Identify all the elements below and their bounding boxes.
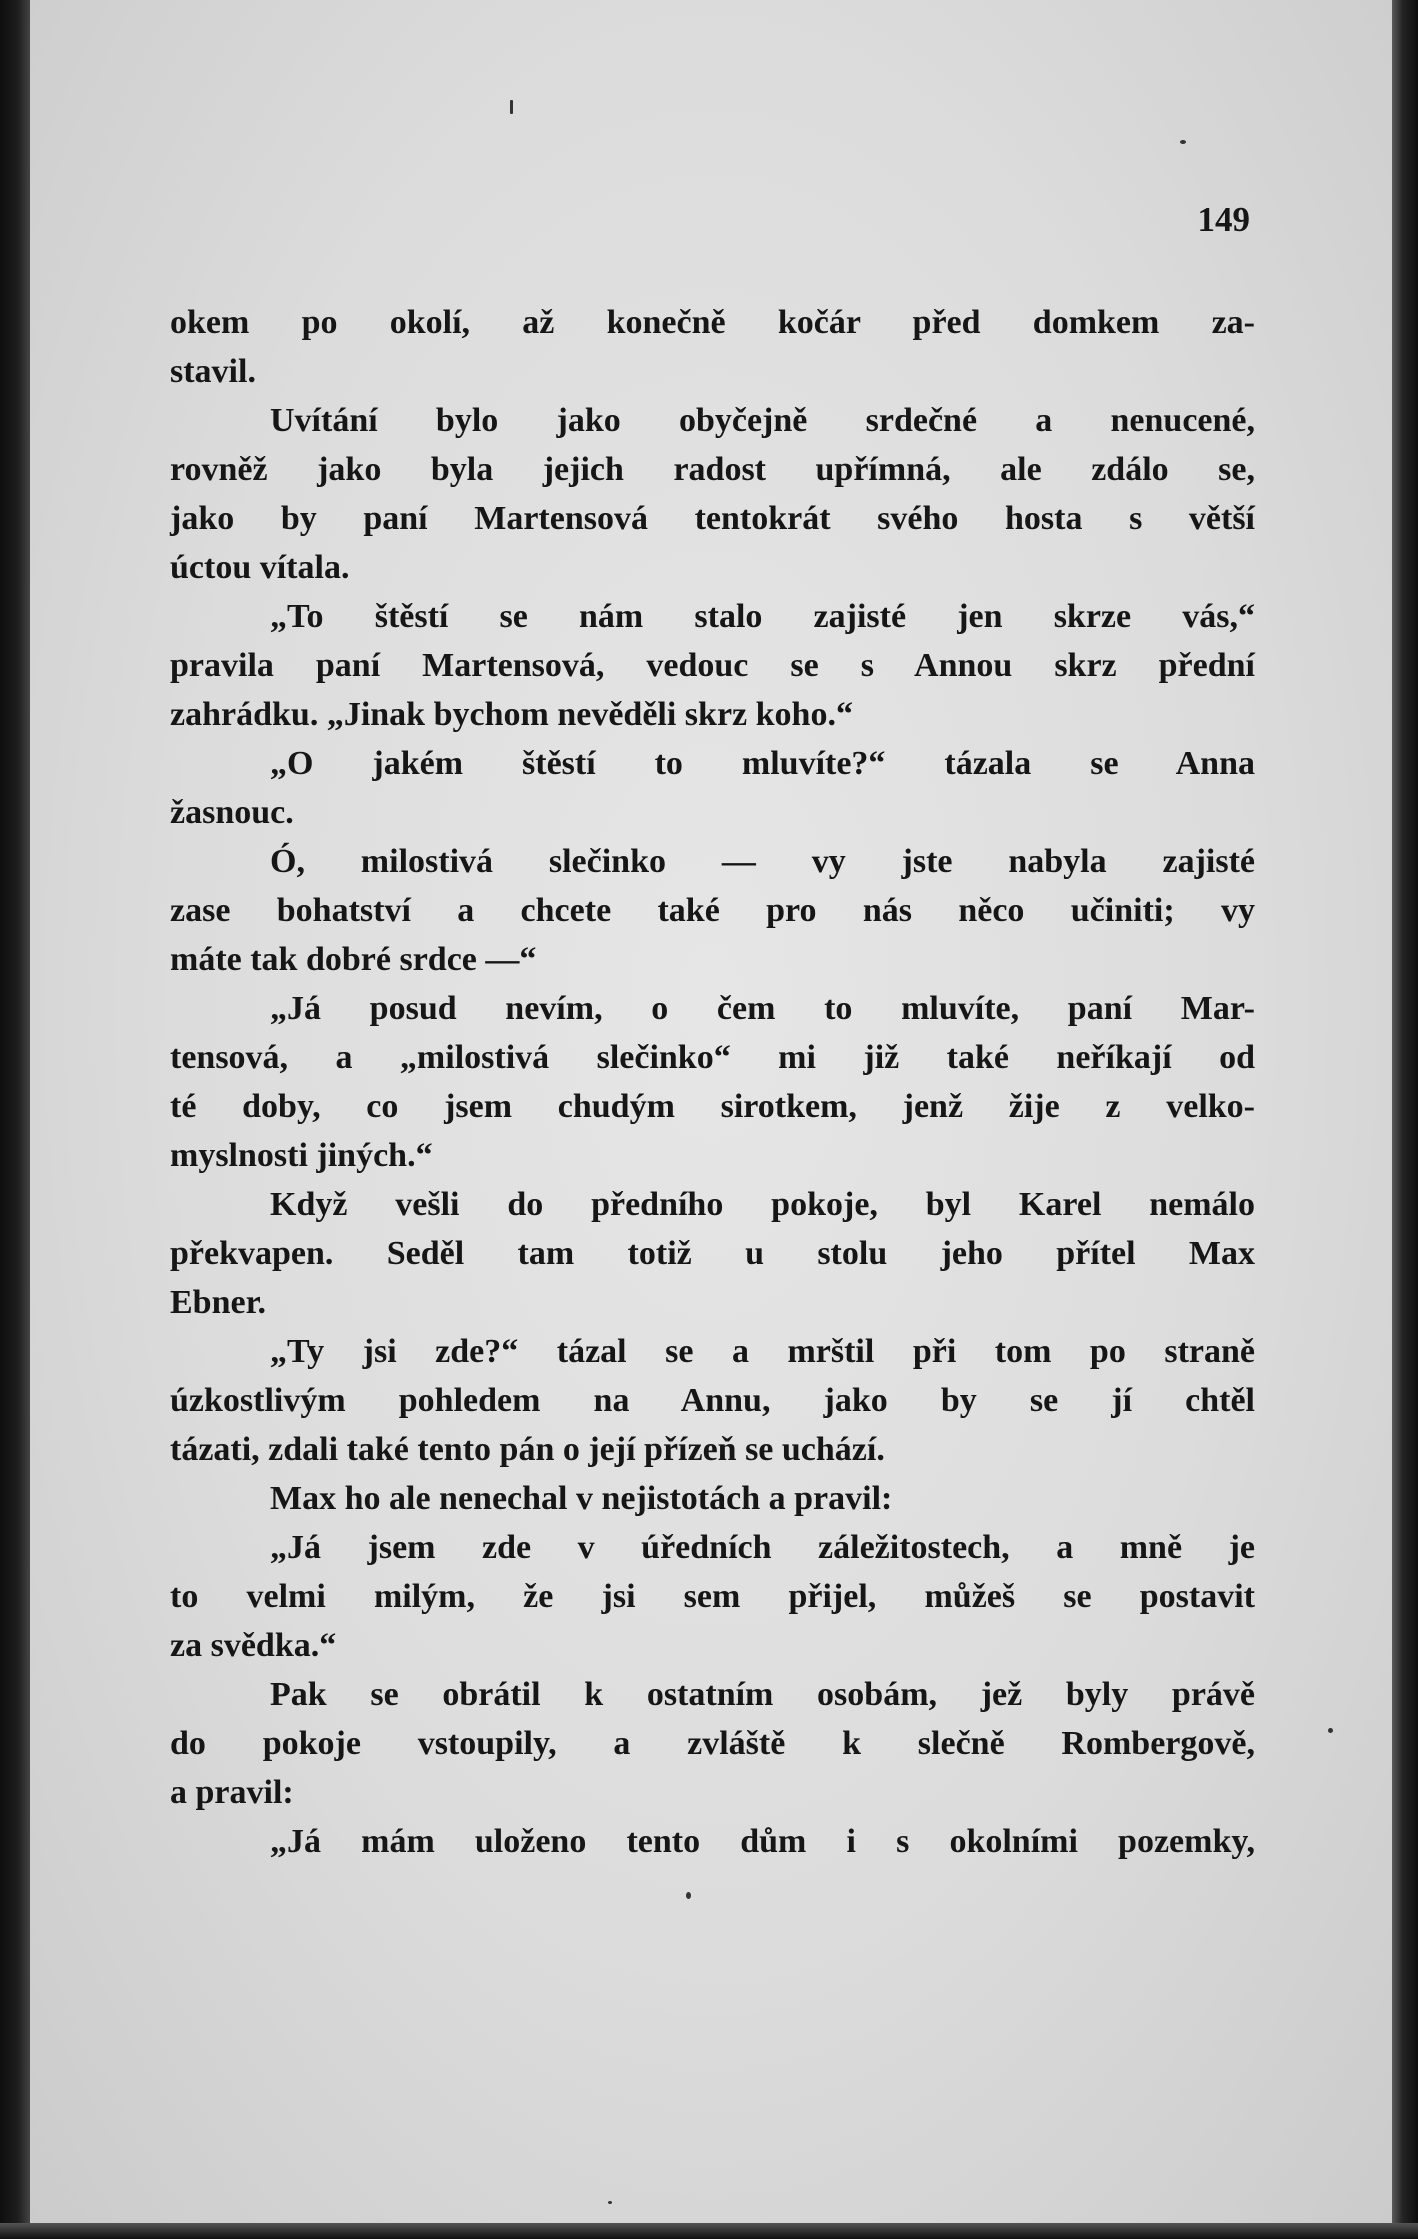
print-speck	[1180, 140, 1186, 144]
print-speck	[510, 100, 513, 114]
text-line: té doby, co jsem chudým sirotkem, jenž žije z velko-	[170, 1088, 1255, 1125]
text-line: rovněž jako byla jejich radost upřímná, ale zdálo se,	[170, 451, 1255, 488]
text-line: „Já mám uloženo tento dům i s okolními pozemky,	[270, 1823, 1255, 1860]
text-line: „To štěstí se nám stalo zajisté jen skrze vás,“	[270, 598, 1255, 635]
text-line: máte tak dobré srdce —“	[170, 941, 537, 978]
text-line: tensová, a „milostivá slečinko“ mi již také neříkají od	[170, 1039, 1255, 1076]
text-line: pravila paní Martensová, vedouc se s Annou skrz přední	[170, 647, 1255, 684]
text-line: žasnouc.	[170, 794, 294, 831]
text-line: Max ho ale nenechal v nejistotách a pravil:	[270, 1480, 893, 1517]
text-line: „Já jsem zde v úředních záležitostech, a mně je	[270, 1529, 1255, 1566]
text-line: do pokoje vstoupily, a zvláště k slečně Rombergově,	[170, 1725, 1255, 1762]
text-line: úzkostlivým pohledem na Annu, jako by se jí chtěl	[170, 1382, 1255, 1419]
text-line: „Ty jsi zde?“ tázal se a mrštil při tom po straně	[270, 1333, 1255, 1370]
bottom-edge-shadow	[0, 2223, 1418, 2239]
text-line: tázati, zdali také tento pán o její přízeň se uchází.	[170, 1431, 885, 1468]
binding-edge-shadow	[0, 0, 30, 2239]
text-line: stavil.	[170, 353, 256, 390]
text-line: Ebner.	[170, 1284, 267, 1321]
text-line: zase bohatství a chcete také pro nás něco učiniti; vy	[170, 892, 1255, 929]
print-speck	[686, 1892, 691, 1899]
page-edge-shadow	[1392, 0, 1418, 2239]
text-line: Uvítání bylo jako obyčejně srdečné a nenucené,	[270, 402, 1255, 439]
text-line: „Já posud nevím, o čem to mluvíte, paní Mar-	[270, 990, 1255, 1027]
page-number: 149	[1197, 200, 1250, 239]
text-line: „O jakém štěstí to mluvíte?“ tázala se Anna	[270, 745, 1255, 782]
text-line: zahrádku. „Jinak bychom nevěděli skrz koho.“	[170, 696, 853, 733]
print-speck	[1328, 1728, 1333, 1733]
text-line: Pak se obrátil k ostatním osobám, jež byly právě	[270, 1676, 1255, 1713]
text-line: překvapen. Seděl tam totiž u stolu jeho přítel Max	[170, 1235, 1255, 1272]
page-text-body	[170, 298, 1255, 1866]
text-line: Když vešli do předního pokoje, byl Karel nemálo	[270, 1186, 1255, 1223]
text-line: úctou vítala.	[170, 549, 350, 586]
text-line: jako by paní Martensová tentokrát svého hosta s větší	[170, 500, 1255, 537]
book-page	[30, 0, 1392, 2223]
text-line: Ó, milostivá slečinko — vy jste nabyla zajisté	[270, 843, 1255, 880]
text-line: okem po okolí, až konečně kočár před domkem za-	[170, 304, 1255, 341]
text-line: a pravil:	[170, 1774, 294, 1811]
text-line: to velmi milým, že jsi sem přijel, můžeš se postavit	[170, 1578, 1255, 1615]
text-line: za svědka.“	[170, 1627, 337, 1664]
print-speck	[608, 2201, 612, 2204]
text-line: myslnosti jiných.“	[170, 1137, 433, 1174]
